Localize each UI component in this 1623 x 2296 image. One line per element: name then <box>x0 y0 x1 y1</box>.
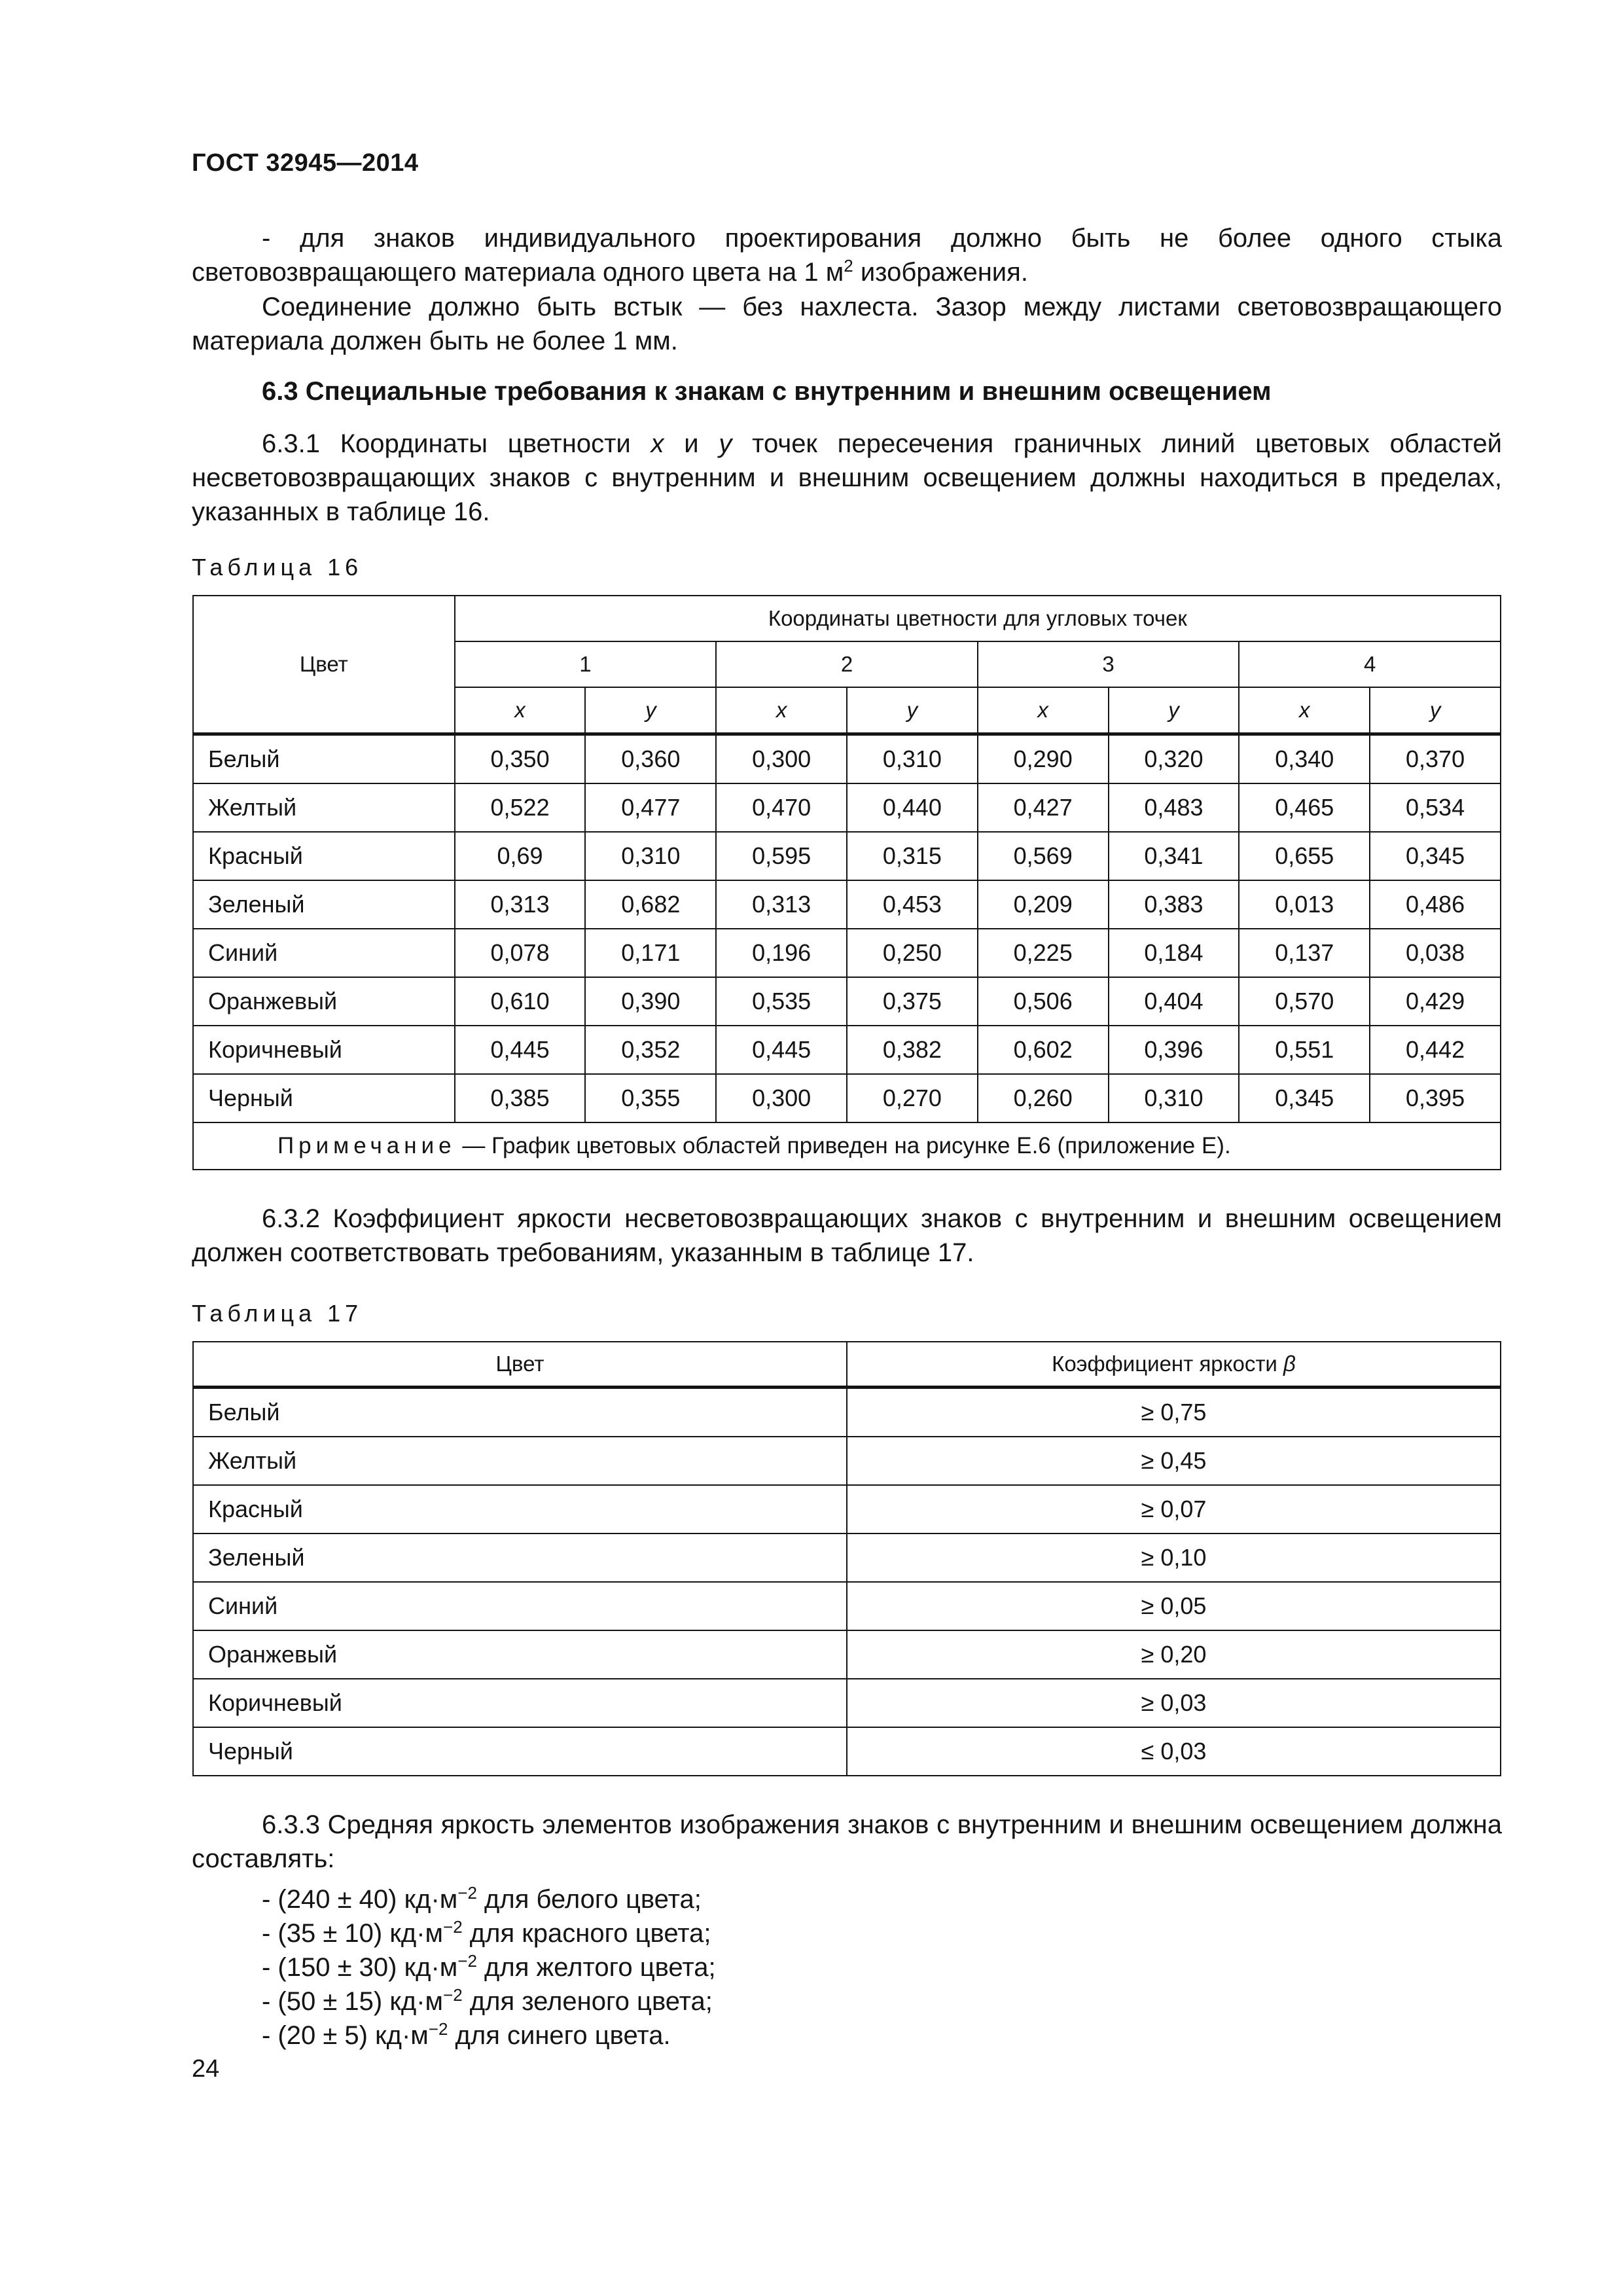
bullet-prefix: - <box>262 224 300 253</box>
table-row <box>193 734 1501 784</box>
y-label-text: y <box>645 698 656 722</box>
coordinate-cell: 0,341 <box>1109 832 1240 880</box>
color-name-cell: Зеленый <box>193 1534 847 1582</box>
table-row <box>193 929 1501 977</box>
coordinate-cell: 0,655 <box>1239 832 1370 880</box>
x-label-text: x <box>776 698 787 722</box>
document-code-header: ГОСТ 32945—2014 <box>192 149 419 177</box>
bullet-text: для знаков индивидуального проектирования должно быть не более одного стыка световозвращающего материала одного цвета на 1 м <box>192 224 1502 287</box>
list-item-sup: −2 <box>443 1985 463 2005</box>
coordinate-cell: 0,250 <box>847 929 978 977</box>
coordinate-cell: 0,569 <box>978 832 1109 880</box>
x-label-text: x <box>1037 698 1048 722</box>
table-row <box>193 832 1501 880</box>
color-name-cell: Коричневый <box>193 1026 455 1074</box>
y-label-text: y <box>1168 698 1179 722</box>
coordinate-cell: 0,610 <box>455 977 586 1026</box>
coordinate-cell: 0,300 <box>716 734 847 784</box>
table16-chromaticity <box>192 595 1501 1170</box>
y-label-text: y <box>906 698 918 722</box>
coordinate-cell: 0,260 <box>978 1074 1109 1122</box>
table-row <box>193 1388 1501 1437</box>
list-item <box>262 1916 716 1950</box>
coefficient-cell: ≥ 0,07 <box>847 1485 1501 1534</box>
coordinate-cell: 0,382 <box>847 1026 978 1074</box>
intro-bullet-paragraph <box>192 221 1502 289</box>
list-item <box>262 1984 716 2018</box>
coordinate-cell: 0,038 <box>1370 929 1501 977</box>
table16-point-2: 2 <box>716 641 978 687</box>
table16-header-coordinates: Координаты цветности для угловых точек <box>455 596 1501 641</box>
color-name-cell: Желтый <box>193 1437 847 1485</box>
list-item-suffix: для красного цвета; <box>462 1919 711 1948</box>
table16-y-label <box>1370 687 1501 734</box>
list-item-prefix: - (35 ± 10) кд·м <box>262 1919 444 1948</box>
table16-point-1: 1 <box>455 641 717 687</box>
coordinate-cell: 0,453 <box>847 880 978 929</box>
coordinate-cell: 0,429 <box>1370 977 1501 1026</box>
table16-caption: Таблица 16 <box>192 554 363 581</box>
p631-part-b: точек пересечения граничных линий цветовых областей несветовозвращающих знаков с внутренним и внешним освещением должны находиться в пределах, указанных в таблице 16. <box>192 429 1502 526</box>
coordinate-cell: 0,486 <box>1370 880 1501 929</box>
coordinate-cell: 0,534 <box>1370 783 1501 832</box>
table16-y-label <box>1109 687 1240 734</box>
color-name-cell: Оранжевый <box>193 1630 847 1679</box>
coordinate-cell: 0,300 <box>716 1074 847 1122</box>
coordinate-cell: 0,395 <box>1370 1074 1501 1122</box>
coordinate-cell: 0,595 <box>716 832 847 880</box>
list-item-prefix: - (150 ± 30) кд·м <box>262 1953 458 1982</box>
coefficient-cell: ≥ 0,03 <box>847 1679 1501 1727</box>
table16-y-label <box>847 687 978 734</box>
coef-label: Коэффициент яркости <box>1052 1352 1284 1376</box>
coordinate-cell: 0,383 <box>1109 880 1240 929</box>
list-item-sup: −2 <box>457 1951 477 1971</box>
coordinate-cell: 0,013 <box>1239 880 1370 929</box>
coordinate-cell: 0,470 <box>716 783 847 832</box>
coordinate-cell: 0,465 <box>1239 783 1370 832</box>
table16-point-3: 3 <box>978 641 1240 687</box>
table16-y-label <box>585 687 716 734</box>
list-item-prefix: - (20 ± 5) кд·м <box>262 2021 429 2050</box>
coordinate-cell: 0,535 <box>716 977 847 1026</box>
coordinate-cell: 0,196 <box>716 929 847 977</box>
table-row <box>193 1679 1501 1727</box>
coordinate-cell: 0,69 <box>455 832 586 880</box>
coordinate-cell: 0,375 <box>847 977 978 1026</box>
list-item-sup: −2 <box>428 2019 448 2039</box>
coordinate-cell: 0,483 <box>1109 783 1240 832</box>
table-row <box>193 1074 1501 1122</box>
coordinate-cell: 0,396 <box>1109 1026 1240 1074</box>
section-heading-6-3: 6.3 Специальные требования к знакам с внутренним и внешним освещением <box>262 377 1272 406</box>
coordinate-cell: 0,313 <box>455 880 586 929</box>
color-name-cell: Белый <box>193 734 455 784</box>
coordinate-cell: 0,440 <box>847 783 978 832</box>
coordinate-cell: 0,477 <box>585 783 716 832</box>
p631-and: и <box>664 429 719 458</box>
color-name-cell: Желтый <box>193 783 455 832</box>
coefficient-cell: ≥ 0,75 <box>847 1388 1501 1437</box>
coordinate-cell: 0,570 <box>1239 977 1370 1026</box>
list-item-prefix: - (50 ± 15) кд·м <box>262 1987 444 2016</box>
coordinate-cell: 0,313 <box>716 880 847 929</box>
paragraph-6-3-2 <box>192 1202 1502 1270</box>
x-label-text: x <box>514 698 526 722</box>
color-name-cell: Оранжевый <box>193 977 455 1026</box>
list-item-sup: −2 <box>443 1917 463 1937</box>
bullet-tail: изображения. <box>853 258 1028 287</box>
table17-header-color: Цвет <box>193 1342 847 1388</box>
color-name-cell: Синий <box>193 1582 847 1630</box>
joint-text: Соединение должно быть встык — без нахлеста. Зазор между листами световозвращающего материала должен быть не более 1 мм. <box>192 293 1502 355</box>
coordinate-cell: 0,522 <box>455 783 586 832</box>
coordinate-cell: 0,320 <box>1109 734 1240 784</box>
coordinate-cell: 0,370 <box>1370 734 1501 784</box>
coefficient-cell: ≤ 0,03 <box>847 1727 1501 1776</box>
coefficient-cell: ≥ 0,10 <box>847 1534 1501 1582</box>
coordinate-cell: 0,209 <box>978 880 1109 929</box>
table-row <box>193 1485 1501 1534</box>
coefficient-cell: ≥ 0,45 <box>847 1437 1501 1485</box>
coordinate-cell: 0,390 <box>585 977 716 1026</box>
list-item-suffix: для зеленого цвета; <box>462 1987 713 2016</box>
paragraph-6-3-3 <box>192 1808 1502 1876</box>
color-name-cell: Красный <box>193 832 455 880</box>
coefficient-cell: ≥ 0,20 <box>847 1630 1501 1679</box>
color-name-cell: Черный <box>193 1727 847 1776</box>
coordinate-cell: 0,310 <box>585 832 716 880</box>
table-row <box>193 1582 1501 1630</box>
coordinate-cell: 0,310 <box>1109 1074 1240 1122</box>
page-number: 24 <box>192 2055 220 2083</box>
p631-y-symbol: y <box>719 429 732 458</box>
table-row <box>193 1026 1501 1074</box>
list-item-sup: −2 <box>457 1883 477 1903</box>
p633-text: 6.3.3 Средняя яркость элементов изображения знаков с внутренним и внешним освещением должна составлять: <box>192 1810 1502 1873</box>
table16-x-label <box>716 687 847 734</box>
color-name-cell: Синий <box>193 929 455 977</box>
coordinate-cell: 0,445 <box>455 1026 586 1074</box>
p631-x-symbol: x <box>651 429 664 458</box>
table16-x-label <box>1239 687 1370 734</box>
coordinate-cell: 0,171 <box>585 929 716 977</box>
paragraph-6-3-1 <box>192 427 1502 529</box>
coordinate-cell: 0,602 <box>978 1026 1109 1074</box>
list-item <box>262 2018 716 2053</box>
p631-part-a: 6.3.1 Координаты цветности <box>262 429 651 458</box>
list-item <box>262 1950 716 1984</box>
color-name-cell: Черный <box>193 1074 455 1122</box>
p632-text: 6.3.2 Коэффициент яркости несветовозвращающих знаков с внутренним и внешним освещением должен соответствовать требованиям, указанным в таблице 17. <box>192 1204 1502 1267</box>
coordinate-cell: 0,270 <box>847 1074 978 1122</box>
list-item <box>262 1882 716 1916</box>
bullet-sup: 2 <box>844 256 853 276</box>
coordinate-cell: 0,225 <box>978 929 1109 977</box>
color-name-cell: Зеленый <box>193 880 455 929</box>
coordinate-cell: 0,310 <box>847 734 978 784</box>
y-label-text: y <box>1429 698 1441 722</box>
note-text: — График цветовых областей приведен на рисунке Е.6 (приложение Е). <box>455 1133 1231 1158</box>
coordinate-cell: 0,340 <box>1239 734 1370 784</box>
list-item-suffix: для белого цвета; <box>476 1885 702 1914</box>
table16-note <box>193 1122 1501 1170</box>
table17-luminance-factor <box>192 1341 1501 1776</box>
list-item-suffix: для желтого цвета; <box>476 1953 716 1982</box>
coordinate-cell: 0,445 <box>716 1026 847 1074</box>
coordinate-cell: 0,682 <box>585 880 716 929</box>
coordinate-cell: 0,184 <box>1109 929 1240 977</box>
note-label: Примечание <box>277 1133 456 1158</box>
color-name-cell: Белый <box>193 1388 847 1437</box>
coordinate-cell: 0,551 <box>1239 1026 1370 1074</box>
coordinate-cell: 0,290 <box>978 734 1109 784</box>
x-label-text: x <box>1298 698 1310 722</box>
coordinate-cell: 0,345 <box>1370 832 1501 880</box>
beta-symbol: β <box>1283 1352 1296 1376</box>
table16-point-4: 4 <box>1239 641 1501 687</box>
table17-caption: Таблица 17 <box>192 1300 363 1327</box>
joint-paragraph <box>192 290 1502 358</box>
table-row <box>193 880 1501 929</box>
coordinate-cell: 0,345 <box>1239 1074 1370 1122</box>
coordinate-cell: 0,355 <box>585 1074 716 1122</box>
color-name-cell: Красный <box>193 1485 847 1534</box>
list-item-prefix: - (240 ± 40) кд·м <box>262 1885 458 1914</box>
table16-x-label <box>978 687 1109 734</box>
table16-x-label <box>455 687 586 734</box>
table-row <box>193 1727 1501 1776</box>
coordinate-cell: 0,385 <box>455 1074 586 1122</box>
coordinate-cell: 0,427 <box>978 783 1109 832</box>
coordinate-cell: 0,360 <box>585 734 716 784</box>
table17-header-coefficient <box>847 1342 1501 1388</box>
list-item-suffix: для синего цвета. <box>448 2021 671 2050</box>
coordinate-cell: 0,137 <box>1239 929 1370 977</box>
table16-header-color: Цвет <box>193 596 455 734</box>
coordinate-cell: 0,352 <box>585 1026 716 1074</box>
table-row <box>193 1437 1501 1485</box>
color-name-cell: Коричневый <box>193 1679 847 1727</box>
coordinate-cell: 0,442 <box>1370 1026 1501 1074</box>
table-row <box>193 977 1501 1026</box>
coordinate-cell: 0,404 <box>1109 977 1240 1026</box>
table-row <box>193 1534 1501 1582</box>
coordinate-cell: 0,506 <box>978 977 1109 1026</box>
coordinate-cell: 0,350 <box>455 734 586 784</box>
coordinate-cell: 0,078 <box>455 929 586 977</box>
coordinate-cell: 0,315 <box>847 832 978 880</box>
coefficient-cell: ≥ 0,05 <box>847 1582 1501 1630</box>
table-row <box>193 1630 1501 1679</box>
luminance-list <box>262 1882 716 2053</box>
table-row <box>193 783 1501 832</box>
